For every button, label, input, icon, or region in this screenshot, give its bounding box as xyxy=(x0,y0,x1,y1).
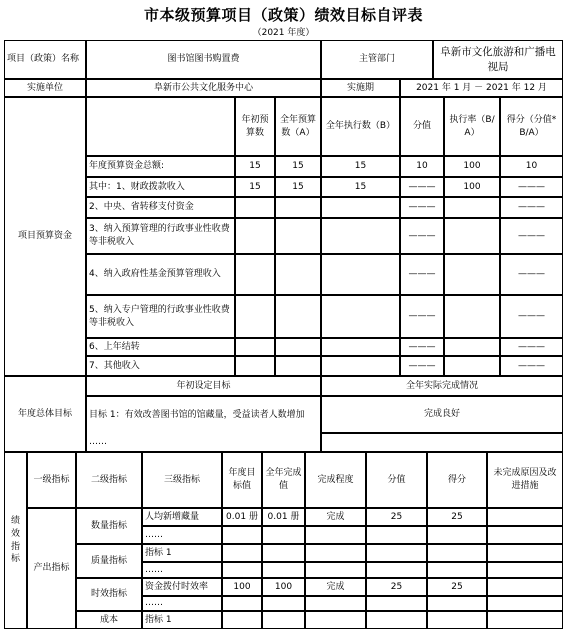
budget-initial-value xyxy=(235,295,275,338)
budget-initial-value xyxy=(235,356,275,376)
budget-score-value: ——— xyxy=(500,295,563,338)
budget-initial-value xyxy=(235,197,275,218)
budget-score-value: ——— xyxy=(500,254,563,295)
budget-executed-value: 15 xyxy=(321,177,400,197)
header-rate: 执行率（B/A） xyxy=(444,97,500,156)
perf-actual-value xyxy=(262,611,305,629)
perf-reason-value xyxy=(487,611,563,629)
perf-target-value xyxy=(222,526,262,544)
budget-executed-value xyxy=(321,254,400,295)
budget-row-label: 年度预算资金总额: xyxy=(86,156,235,177)
perf-reason-value xyxy=(487,578,563,596)
budget-full-year-value xyxy=(275,218,321,254)
perf-actual-value: 0.01 册 xyxy=(262,508,305,526)
budget-full-year-value xyxy=(275,295,321,338)
budget-score-value: 10 xyxy=(500,156,563,177)
perf-score-value xyxy=(427,526,487,544)
budget-executed-value xyxy=(321,295,400,338)
perf-actual-value xyxy=(262,596,305,611)
perf-reason-value xyxy=(487,562,563,578)
project-name-label: 项目（政策）名称 xyxy=(4,40,86,79)
header-initial: 年初预算数 xyxy=(235,97,275,156)
perf-level3-value: …… xyxy=(142,596,222,611)
budget-weight-value: ——— xyxy=(400,218,444,254)
perf-actual-value xyxy=(262,562,305,578)
budget-weight-value: ——— xyxy=(400,254,444,295)
perf-degree-value xyxy=(305,562,366,578)
unit-value: 阜新市公共文化服务中心 xyxy=(86,79,321,97)
project-name-value: 图书馆图书购置费 xyxy=(86,40,321,79)
budget-section-label: 项目预算资金 xyxy=(4,97,86,376)
budget-header-blank xyxy=(86,97,235,156)
perf-header-level1: 一级指标 xyxy=(27,452,76,508)
budget-initial-value: 15 xyxy=(235,177,275,197)
perf-header-level3: 三级指标 xyxy=(142,452,222,508)
budget-weight-value: 10 xyxy=(400,156,444,177)
budget-row-label: 3、纳入预算管理的行政事业性收费等非税收入 xyxy=(86,218,235,254)
budget-rate-value: 100 xyxy=(444,177,500,197)
budget-weight-value: ——— xyxy=(400,356,444,376)
performance-section-label: 绩效指标 xyxy=(4,452,27,629)
quality-indicator-label: 质量指标 xyxy=(76,544,142,578)
perf-actual-value xyxy=(262,526,305,544)
perf-target-value xyxy=(222,562,262,578)
perf-header-actual: 全年完成值 xyxy=(262,452,305,508)
budget-executed-value xyxy=(321,356,400,376)
budget-full-year-value xyxy=(275,197,321,218)
dept-label: 主管部门 xyxy=(321,40,433,79)
budget-full-year-value xyxy=(275,338,321,356)
budget-weight-value: ——— xyxy=(400,177,444,197)
perf-header-degree: 完成程度 xyxy=(305,452,366,508)
period-label: 实施期 xyxy=(321,79,400,97)
annual-goal-label: 年度总体目标 xyxy=(4,376,86,452)
budget-full-year-value: 15 xyxy=(275,177,321,197)
form-year: （2021 年度） xyxy=(252,28,315,38)
budget-rate-value xyxy=(444,218,500,254)
budget-rate-value xyxy=(444,356,500,376)
budget-score-value: ——— xyxy=(500,197,563,218)
perf-weight-value xyxy=(366,544,427,562)
budget-score-value: ——— xyxy=(500,218,563,254)
perf-weight-value: 25 xyxy=(366,508,427,526)
actual-completion-text: 完成良好 xyxy=(321,396,563,433)
perf-header-score: 得分 xyxy=(427,452,487,508)
actual-completion-header: 全年实际完成情况 xyxy=(321,376,563,396)
perf-reason-value xyxy=(487,544,563,562)
budget-weight-value: ——— xyxy=(400,295,444,338)
budget-full-year-value: 15 xyxy=(275,156,321,177)
budget-rate-value xyxy=(444,254,500,295)
perf-degree-value: 完成 xyxy=(305,578,366,596)
budget-weight-value: ——— xyxy=(400,197,444,218)
perf-score-value xyxy=(427,562,487,578)
budget-executed-value xyxy=(321,338,400,356)
perf-actual-value xyxy=(262,544,305,562)
actual-completion-blank xyxy=(321,433,563,452)
budget-full-year-value xyxy=(275,356,321,376)
budget-row-label: 7、其他收入 xyxy=(86,356,235,376)
perf-target-value: 0.01 册 xyxy=(222,508,262,526)
perf-target-value xyxy=(222,544,262,562)
budget-score-value: ——— xyxy=(500,177,563,197)
perf-degree-value xyxy=(305,526,366,544)
perf-level3-value: …… xyxy=(142,562,222,578)
period-value: 2021 年 1 月 － 2021 年 12 月 xyxy=(400,79,563,97)
budget-initial-value xyxy=(235,254,275,295)
budget-initial-value: 15 xyxy=(235,156,275,177)
budget-row-label: 其中：1、财政拨款收入 xyxy=(86,177,235,197)
perf-weight-value xyxy=(366,611,427,629)
perf-score-value xyxy=(427,596,487,611)
perf-reason-value xyxy=(487,526,563,544)
perf-degree-value xyxy=(305,611,366,629)
perf-weight-value: 25 xyxy=(366,578,427,596)
initial-goal-header: 年初设定目标 xyxy=(86,376,321,396)
perf-header-weight: 分值 xyxy=(366,452,427,508)
perf-header-level2: 二级指标 xyxy=(76,452,142,508)
budget-row-label: 6、上年结转 xyxy=(86,338,235,356)
budget-initial-value xyxy=(235,338,275,356)
perf-actual-value: 100 xyxy=(262,578,305,596)
budget-row-label: 2、中央、省转移支付资金 xyxy=(86,197,235,218)
budget-full-year-value xyxy=(275,254,321,295)
header-full-year: 全年预算数（A） xyxy=(275,97,321,156)
goal-1-text: 目标 1：有效改善图书馆的馆藏量，受益读者人数增加 xyxy=(86,396,321,433)
budget-rate-value xyxy=(444,197,500,218)
budget-row-label: 4、纳入政府性基金预算管理收入 xyxy=(86,254,235,295)
perf-score-value: 25 xyxy=(427,578,487,596)
budget-executed-value xyxy=(321,197,400,218)
perf-level3-value: 指标 1 xyxy=(142,611,222,629)
perf-weight-value xyxy=(366,596,427,611)
perf-degree-value xyxy=(305,544,366,562)
perf-level3-value: 人均新增藏量 xyxy=(142,508,222,526)
perf-reason-value xyxy=(487,508,563,526)
perf-score-value: 25 xyxy=(427,508,487,526)
perf-degree-value xyxy=(305,596,366,611)
budget-row-label: 5、纳入专户管理的行政事业性收费等非税收入 xyxy=(86,295,235,338)
budget-rate-value xyxy=(444,295,500,338)
budget-rate-value xyxy=(444,338,500,356)
perf-level3-value: …… xyxy=(142,526,222,544)
perf-header-target: 年度目标值 xyxy=(222,452,262,508)
perf-degree-value: 完成 xyxy=(305,508,366,526)
quantity-indicator-label: 数量指标 xyxy=(76,508,142,544)
perf-score-value xyxy=(427,611,487,629)
budget-executed-value xyxy=(321,218,400,254)
perf-level3-value: 资金拨付时效率 xyxy=(142,578,222,596)
header-weight: 分值 xyxy=(400,97,444,156)
perf-target-value xyxy=(222,611,262,629)
budget-initial-value xyxy=(235,218,275,254)
output-indicator-label: 产出指标 xyxy=(27,508,76,629)
budget-score-value: ——— xyxy=(500,356,563,376)
timeliness-indicator-label: 时效指标 xyxy=(76,578,142,611)
perf-target-value: 100 xyxy=(222,578,262,596)
perf-weight-value xyxy=(366,562,427,578)
header-executed: 全年执行数（B） xyxy=(321,97,400,156)
budget-score-value: ——— xyxy=(500,338,563,356)
budget-rate-value: 100 xyxy=(444,156,500,177)
form-title: 市本级预算项目（政策）绩效目标自评表 xyxy=(143,6,423,24)
perf-score-value xyxy=(427,544,487,562)
header-score: 得分（分值*B/A） xyxy=(500,97,563,156)
dept-value: 阜新市文化旅游和广播电视局 xyxy=(433,40,563,79)
perf-target-value xyxy=(222,596,262,611)
goal-ellipsis: …… xyxy=(86,433,321,452)
budget-weight-value: ——— xyxy=(400,338,444,356)
perf-level3-value: 指标 1 xyxy=(142,544,222,562)
perf-header-reason: 未完成原因及改进措施 xyxy=(487,452,563,508)
cost-indicator-label: 成本 xyxy=(76,611,142,629)
unit-label: 实施单位 xyxy=(4,79,86,97)
perf-reason-value xyxy=(487,596,563,611)
budget-executed-value: 15 xyxy=(321,156,400,177)
perf-weight-value xyxy=(366,526,427,544)
